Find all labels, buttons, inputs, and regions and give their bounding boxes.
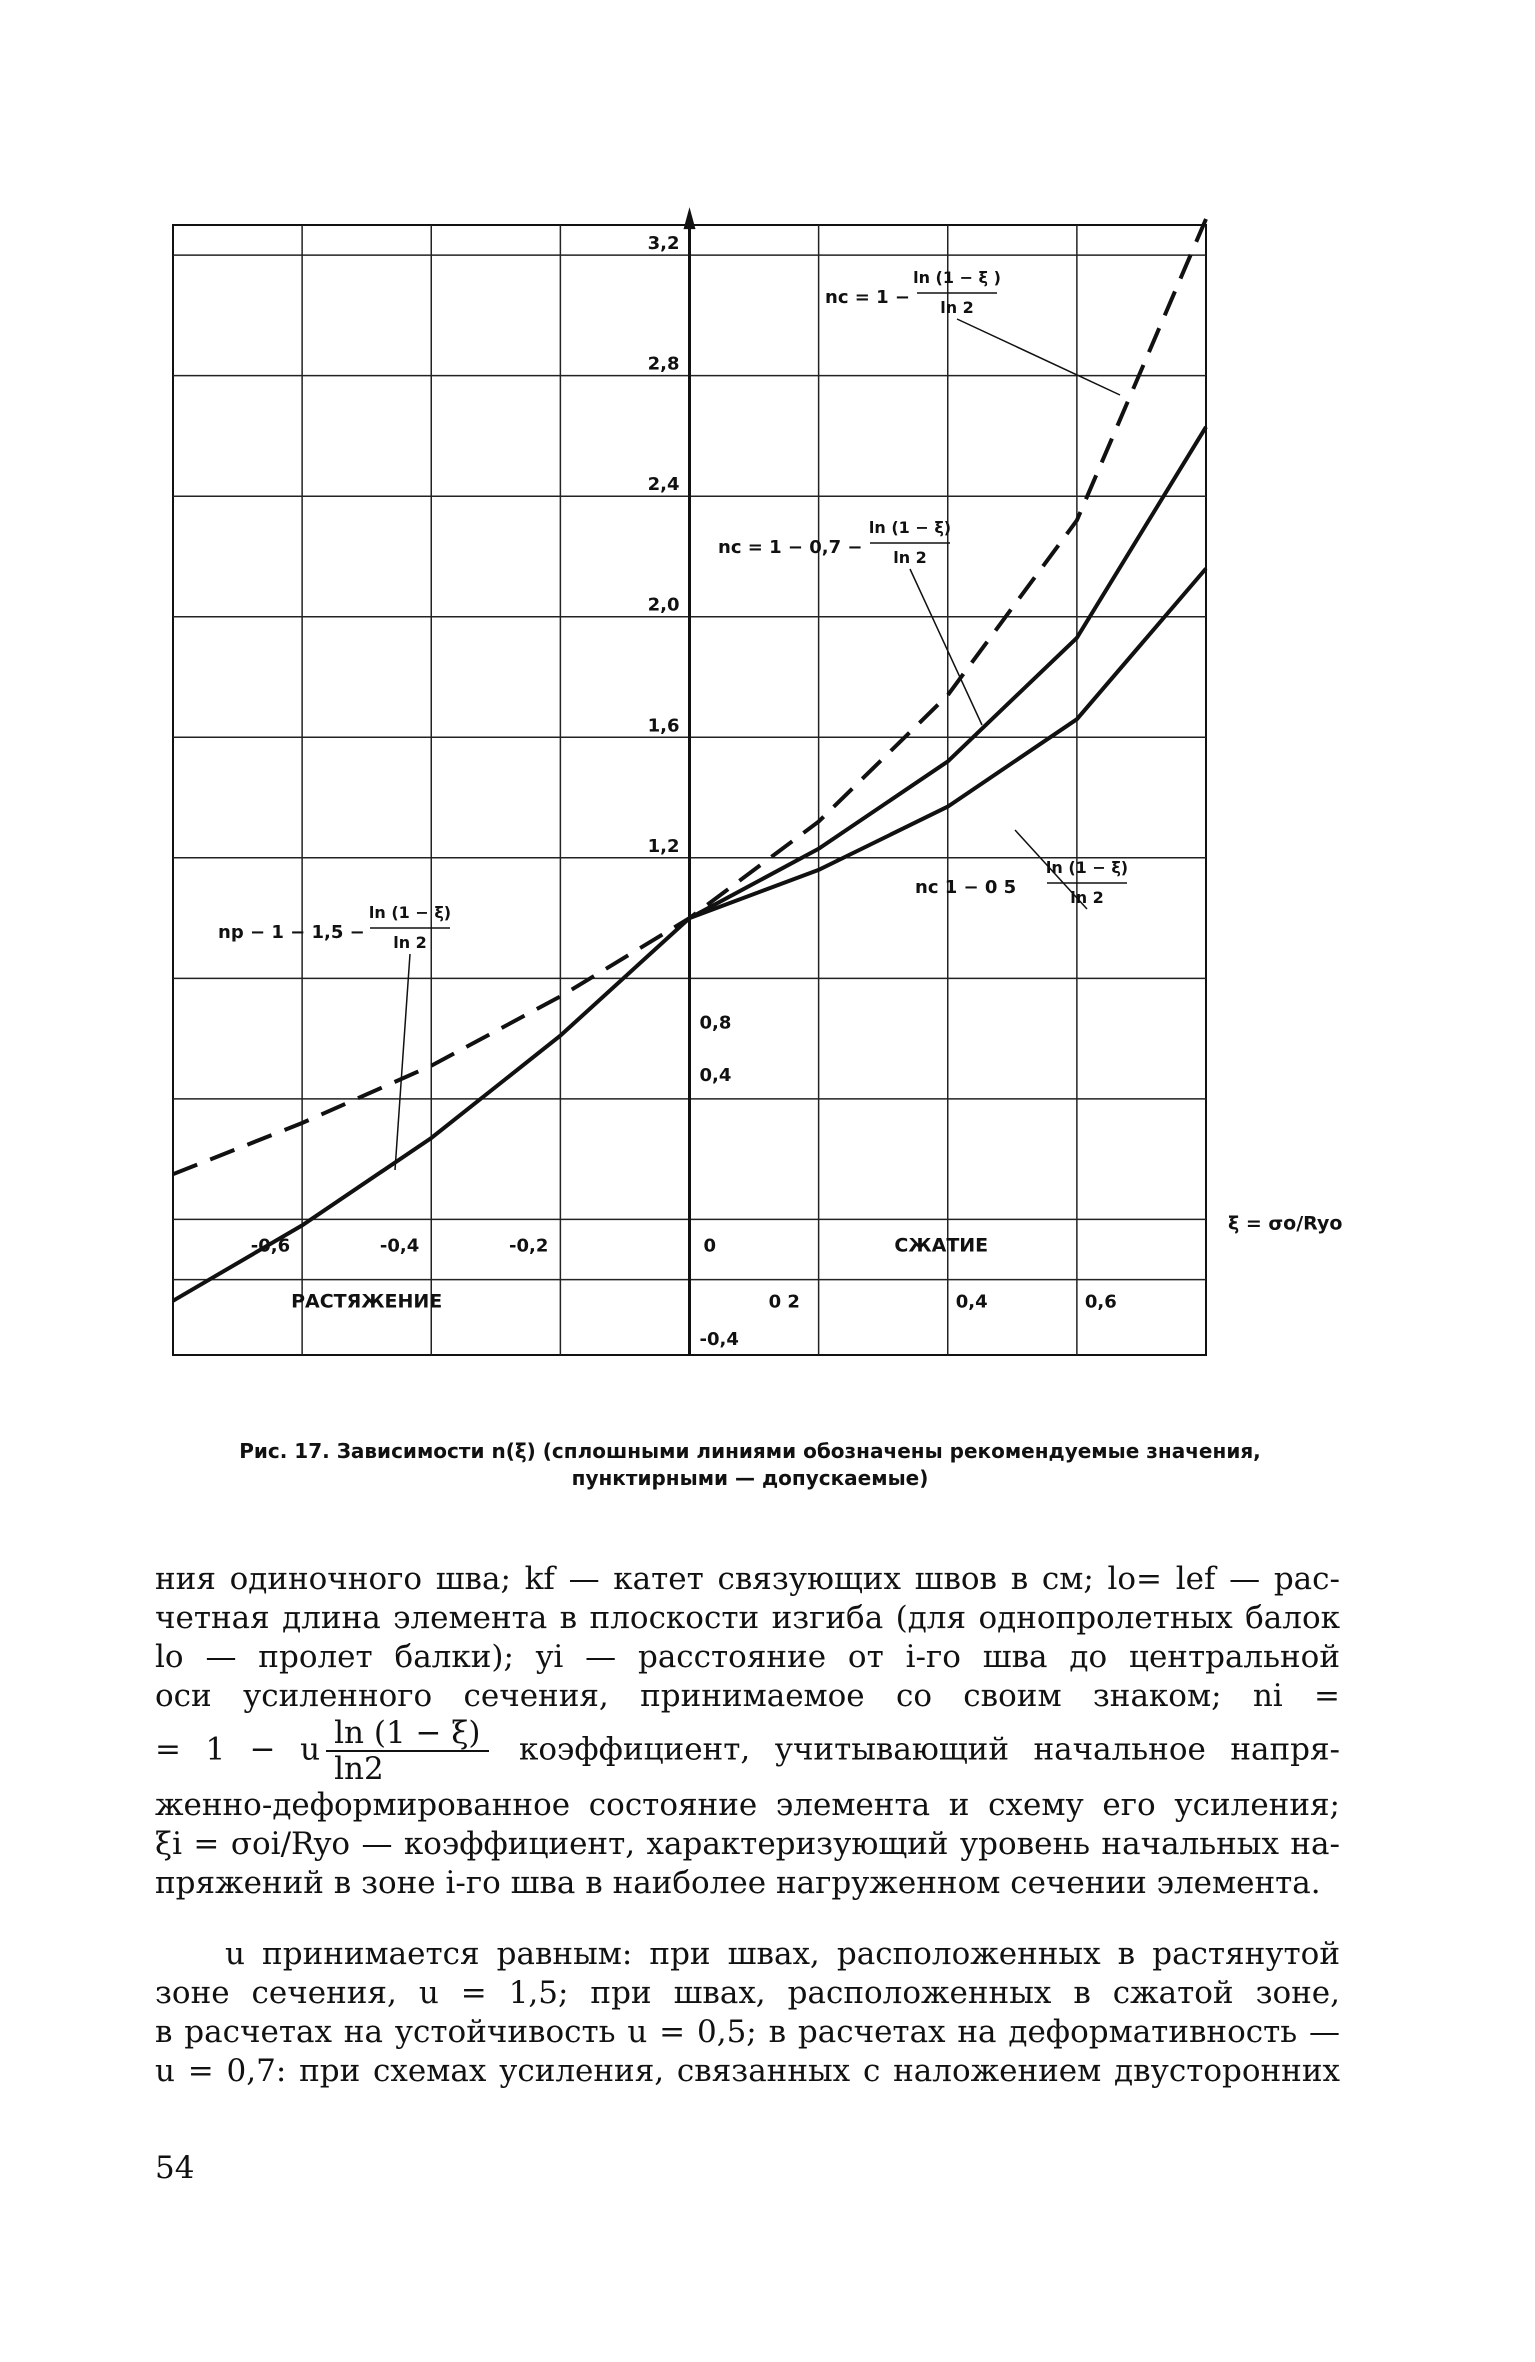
page-number: 54 — [155, 2150, 195, 2186]
text-line: женно-деформированное состояние элемента и схему его усиления; — [155, 1787, 1340, 1823]
region-label-tension: РАСТЯЖЕНИЕ — [291, 1290, 443, 1313]
x-tick-label: 0 — [703, 1235, 717, 1257]
text-line: четная длина элемента в плоскости изгиба (для однопролетных балок — [155, 1600, 1340, 1636]
y-tick-label: 0,4 — [699, 1064, 732, 1086]
fraction-denominator: ln2 — [334, 1751, 384, 1787]
annotation-prefix: nc = 1 − — [825, 287, 910, 308]
annotation-numerator: ln (1 − ξ) — [368, 903, 452, 922]
annotation-denominator: ln 2 — [1070, 888, 1104, 907]
text-line: пряжений в зоне i-го шва в наиболее нагруженном сечении элемента. — [155, 1865, 1321, 1901]
annotation-prefix: nc = 1 − 0,7 − — [718, 537, 863, 558]
text-line: u = 0,7: при схемах усиления, связанных с наложением двусторонних — [155, 2053, 1340, 2089]
annotation-denominator: ln 2 — [393, 933, 427, 952]
annotation-curve-0-5 — [915, 830, 1128, 909]
text-line: u принимается равным: при швах, расположенных в растянутой — [225, 1936, 1340, 1972]
region-label-compression: СЖАТИЕ — [894, 1234, 989, 1257]
fraction-numerator: ln (1 − ξ) — [326, 1716, 488, 1752]
y-tick-label: 1,2 — [647, 835, 680, 857]
caption-line-1: Рис. 17. Зависимости n(ξ) (сплошными линиями обозначены рекомендуемые значения, — [239, 1439, 1261, 1463]
paragraph-1 — [155, 1560, 1340, 1903]
annotation-leader-line — [910, 569, 982, 725]
x-axis-symbol: ξ = σo/Ryo — [1228, 1212, 1343, 1235]
x-tick-label: 0 2 — [768, 1291, 800, 1313]
y-tick-label: 3,2 — [647, 233, 680, 255]
annotation-leader-line — [395, 954, 410, 1170]
annotation-curve-0-7 — [718, 518, 982, 725]
annotation-denominator: ln 2 — [940, 298, 974, 317]
y-tick-label: 2,0 — [647, 594, 680, 616]
annotation-prefix: np − 1 − 1,5 − — [218, 922, 365, 943]
annotation-denominator: ln 2 — [893, 548, 927, 567]
text-line: lo — пролет балки); yi — расстояние от i-го шва до центральной — [155, 1639, 1340, 1675]
formula-suffix: коэффициент, учитывающий начальное напря- — [519, 1731, 1341, 1768]
formula-fraction — [326, 1716, 488, 1786]
text-line: в расчетах на устойчивость u = 0,5; в расчетах на деформативность — — [155, 2014, 1340, 2050]
x-tick-label: -0,6 — [250, 1235, 291, 1257]
y-axis-arrow — [684, 207, 696, 229]
text-line: зоне сечения, u = 1,5; при швах, расположенных в сжатой зоне, — [155, 1975, 1340, 2011]
annotation-numerator: ln (1 − ξ ) — [913, 268, 1001, 287]
x-tick-label: -0,2 — [509, 1235, 549, 1257]
x-tick-label: 0,4 — [955, 1291, 988, 1313]
y-tick-label: 0,8 — [699, 1012, 732, 1034]
formula-prefix: = 1 − u — [155, 1731, 321, 1768]
text-line: ния одиночного шва; kf — катет связующих швов в см; lo= lef — рас- — [155, 1561, 1340, 1597]
paragraph-2 — [155, 1935, 1340, 2091]
x-tick-label: -0,4 — [379, 1235, 420, 1257]
figure-caption — [150, 1438, 1350, 1492]
y-tick-label: 2,4 — [647, 474, 680, 496]
caption-line-2: пунктирными — допускаемые) — [571, 1466, 929, 1490]
chart-tick-labels — [251, 233, 1343, 1350]
x-tick-label: 0,6 — [1084, 1291, 1117, 1313]
y-tick-label: 2,8 — [647, 353, 680, 375]
annotation-prefix: nc 1 − 0 5 — [915, 877, 1017, 898]
formula-line — [155, 1716, 1340, 1786]
text-line: ξi = σoi/Ryo — коэффициент, характеризующий уровень начальных на- — [155, 1826, 1340, 1862]
chart-axes — [684, 207, 696, 1355]
annotation-numerator: ln (1 − ξ) — [868, 518, 952, 537]
annotation-numerator: ln (1 − ξ) — [1045, 858, 1129, 877]
text-line: оси усиленного сечения, принимаемое со своим знаком; ni = — [155, 1678, 1340, 1714]
y-tick-label: -0,4 — [699, 1329, 739, 1350]
annotation-leader-line — [957, 319, 1120, 395]
annotation-curve-1-5 — [218, 903, 451, 1170]
y-tick-label: 1,6 — [647, 715, 680, 737]
